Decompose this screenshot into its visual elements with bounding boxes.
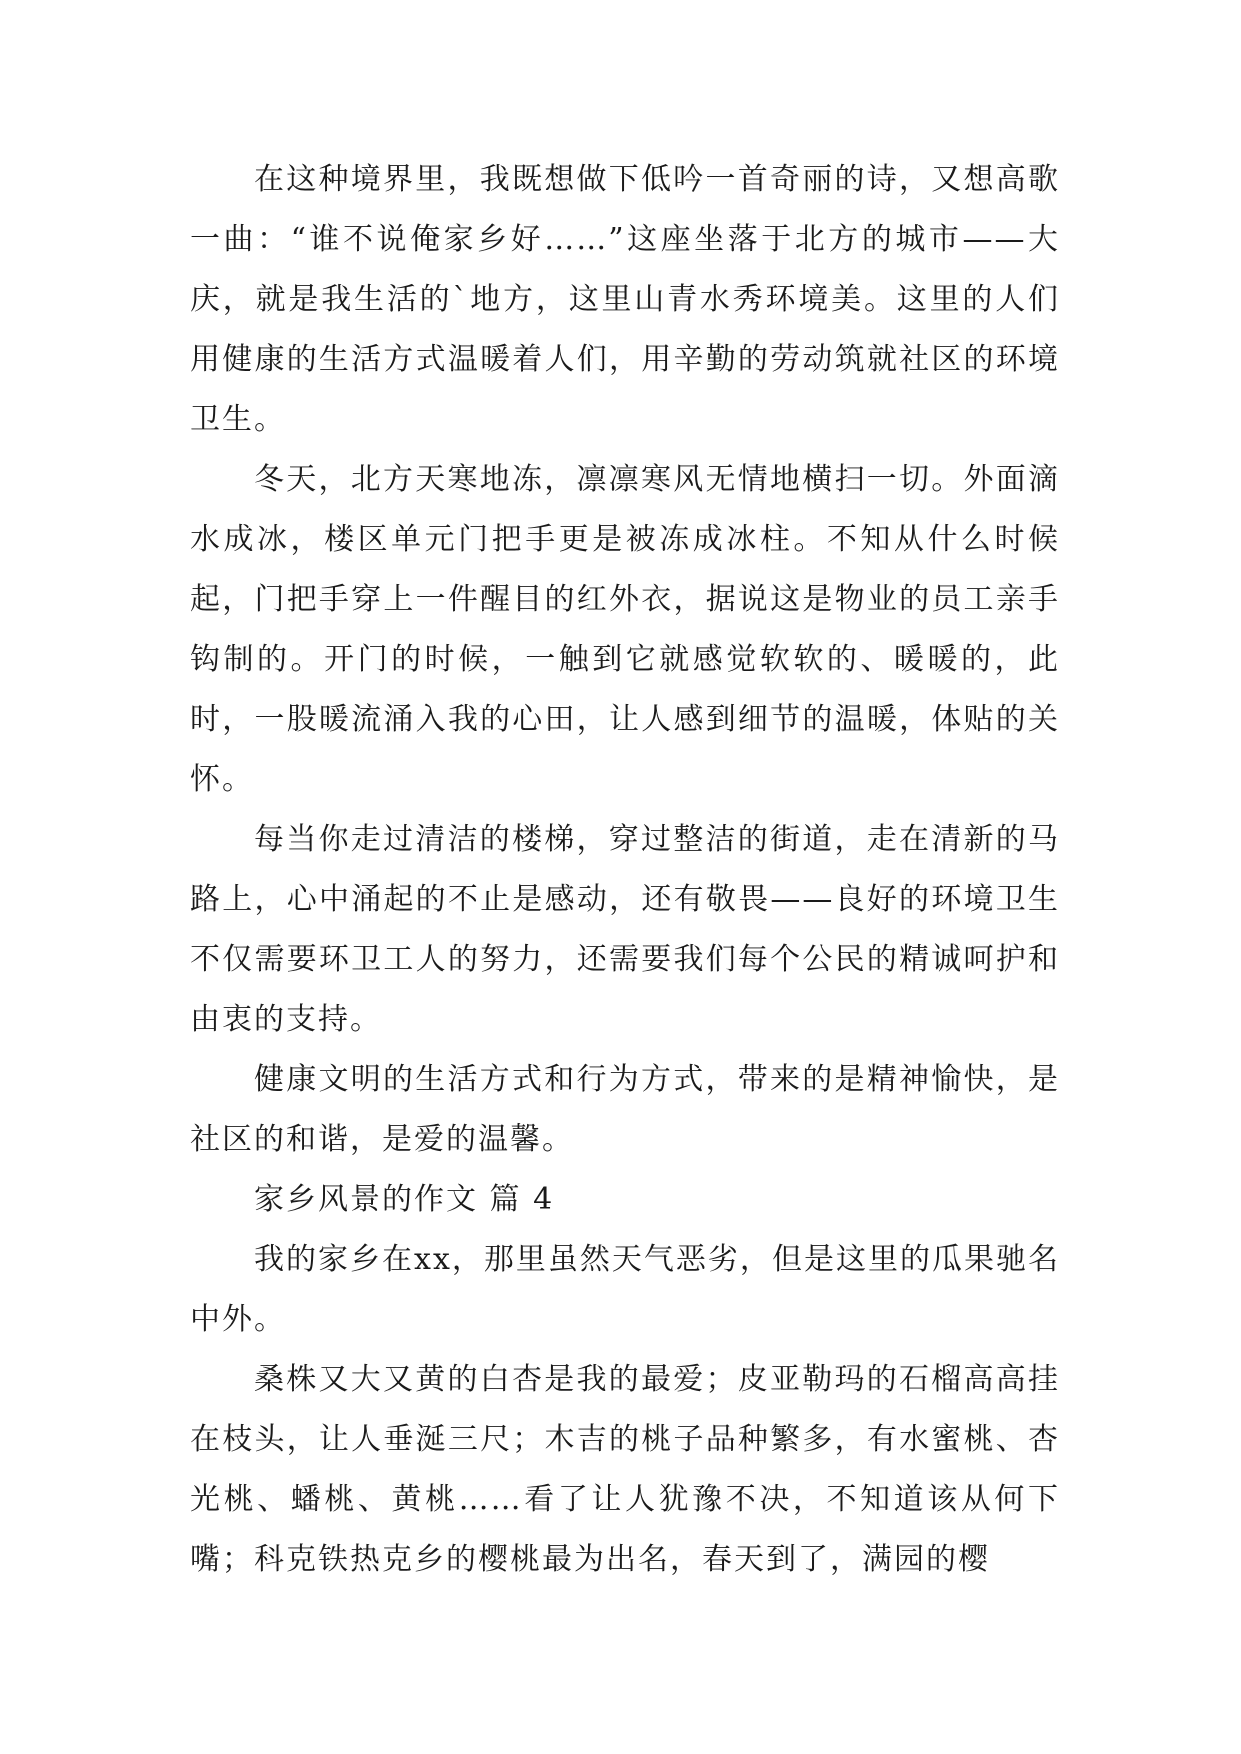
paragraph-lifestyle: 健康文明的生活方式和行为方式，带来的是精神愉快，是社区的和谐，是爱的温馨。	[190, 1062, 1060, 1157]
document-body	[190, 150, 1060, 1590]
paragraph-hometown: 我的家乡在xx，那里虽然天气恶劣，但是这里的瓜果驰名中外。	[190, 1242, 1060, 1337]
paragraph-cleanliness: 每当你走过清洁的楼梯，穿过整洁的街道，走在清新的马路上，心中涌起的不止是感动，还有敬畏——良好的环境卫生不仅需要环卫工人的努力，还需要我们每个公民的精诚呵护和由衷的支持。	[190, 822, 1060, 1037]
paragraph-intro: 在这种境界里，我既想做下低吟一首奇丽的诗，又想高歌一曲：“谁不说俺家乡好……”这座坐落于北方的城市——大庆，就是我生活的`地方，这里山青水秀环境美。这里的人们用健康的生活方式温暖着人们，用辛勤的劳动筑就社区的环境卫生。	[190, 162, 1060, 437]
section-heading: 家乡风景的作文 篇 4	[254, 1182, 555, 1217]
paragraph-fruits: 桑株又大又黄的白杏是我的最爱；皮亚勒玛的石榴高高挂在枝头，让人垂涎三尺；木吉的桃子品种繁多，有水蜜桃、杏光桃、蟠桃、黄桃……看了让人犹豫不决，不知道该从何下嘴；科克铁热克乡的樱桃最为出名，春天到了，满园的樱	[190, 1362, 1060, 1577]
paragraph-winter: 冬天，北方天寒地冻，凛凛寒风无情地横扫一切。外面滴水成冰，楼区单元门把手更是被冻成冰柱。不知从什么时候起，门把手穿上一件醒目的红外衣，据说这是物业的员工亲手钩制的。开门的时候，一触到它就感觉软软的、暖暖的，此时，一股暖流涌入我的心田，让人感到细节的温暖，体贴的关怀。	[190, 462, 1060, 797]
